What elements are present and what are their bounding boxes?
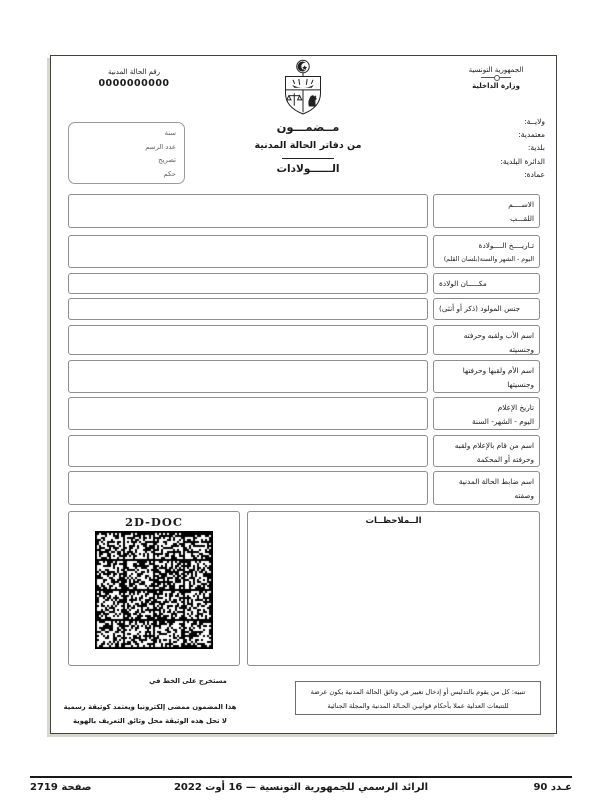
extracted-online-text: مستخرج على الخط في: [149, 677, 227, 685]
form-row-officer: [68, 471, 540, 505]
sex-label: جنس المولود (ذكر أو أنثى): [433, 298, 540, 320]
ornament-divider: [481, 77, 511, 78]
sex-input[interactable]: [68, 298, 428, 320]
notes-box[interactable]: [247, 511, 540, 666]
tunisia-coat-of-arms-icon: [278, 59, 328, 123]
officer-input[interactable]: [68, 471, 428, 505]
page-number: صفحة 2719: [30, 782, 92, 793]
civil-number-block: [64, 68, 204, 89]
notifier-label: اسم من قام بالإعلام ولقبه وحرفته أو المحكمة: [433, 435, 540, 467]
notification-date-input[interactable]: [68, 397, 428, 430]
barcode-title: 2D-DOC: [124, 515, 184, 529]
record-reference-box[interactable]: [68, 122, 185, 184]
judgment-label: حكم: [163, 169, 176, 178]
republic-block: [445, 66, 547, 90]
gazette-title-date: الرائد الرسمي للجمهورية التونسية — 16 أوت 2022: [173, 782, 429, 793]
warning-box: [295, 681, 541, 715]
form-row-sex: [68, 298, 540, 320]
municipal-district-label: الدائرة البلدية:: [500, 156, 545, 166]
form-row-notifier: [68, 435, 540, 467]
title-births: الــــــولادات: [276, 163, 340, 175]
delegation-label: معتمدية:: [518, 130, 545, 140]
declaration-label: تصريح: [158, 156, 176, 164]
civil-number-label: رقم الحالة المدنية: [107, 68, 161, 76]
father-label: اسم الأب ولقبه وحرفته وجنسيته: [433, 325, 540, 355]
birth-date-label: تـاريــــخ الــــولادة اليوم - الشهر والسنة(بلسان القلم): [433, 235, 540, 268]
warning-line-1: تنبيه: كل من يقوم بالتدليس أو إدخال تغيير في وثائق الحالة المدنية يكون عرضة: [310, 688, 526, 696]
record-number-label: عدد الرسم: [145, 142, 176, 151]
form-row-birth-date: [68, 235, 540, 268]
title-rule: [282, 158, 334, 159]
footer-rule: [30, 776, 572, 778]
notification-date-label: تاريخ الإعلام اليوم - الشهر- السنة: [433, 397, 540, 430]
legal-line-1: هذا المضمون ممضى إلكترونيا ويعتمد كوثيقة رسمية: [63, 703, 237, 711]
civil-number-value: 0000000000: [98, 78, 170, 89]
birth-place-input[interactable]: [68, 273, 428, 294]
form-row-name: [68, 194, 540, 228]
form-row-birth-place: [68, 273, 540, 294]
birth-place-label: مكـــــان الولادة: [433, 273, 540, 294]
gazette-number: عـدد 90: [533, 782, 572, 793]
mother-label: اسم الأم ولقبها وحرفتها وجنسيتها: [433, 360, 540, 393]
legal-text: [58, 701, 242, 728]
form-row-notification-date: [68, 397, 540, 430]
birth-date-input[interactable]: [68, 235, 428, 268]
2d-doc-datamatrix: [95, 531, 213, 649]
name-surname-input[interactable]: [68, 194, 428, 228]
mother-input[interactable]: [68, 360, 428, 393]
municipality-label: بلدية:: [527, 143, 545, 153]
notes-title: الــملاحظــات: [365, 516, 422, 526]
title-line-1: مــضمـــون: [276, 120, 340, 134]
form-row-father: [68, 325, 540, 355]
admin-fields: [500, 115, 545, 181]
title-line-2: من دفاتر الحالة المدنية: [254, 140, 362, 151]
warning-line-2: للتتبعات العدلية عملا بأحكام قوانيـن الحـالة المدنية والمجلة الجنائية: [327, 702, 509, 710]
ministry-title: وزارة الداخلية: [472, 82, 520, 90]
officer-label: اسم ضابط الحالة المدنية وصفته: [433, 471, 540, 505]
year-label: سنة: [164, 129, 176, 137]
imada-label: عمادة:: [524, 169, 545, 179]
barcode-box: [68, 511, 240, 666]
republic-title: الجمهورية التونسية: [468, 66, 524, 74]
notifier-input[interactable]: [68, 435, 428, 467]
legal-line-2: لا تحل هذه الوثيقة محل وثائق التعريف بالهوية: [73, 716, 227, 725]
father-input[interactable]: [68, 325, 428, 355]
governorate-label: ولايــة:: [524, 117, 545, 126]
form-row-mother: [68, 360, 540, 393]
name-surname-label: الاســــم اللقـــب: [433, 194, 540, 228]
document-title: [226, 120, 390, 175]
